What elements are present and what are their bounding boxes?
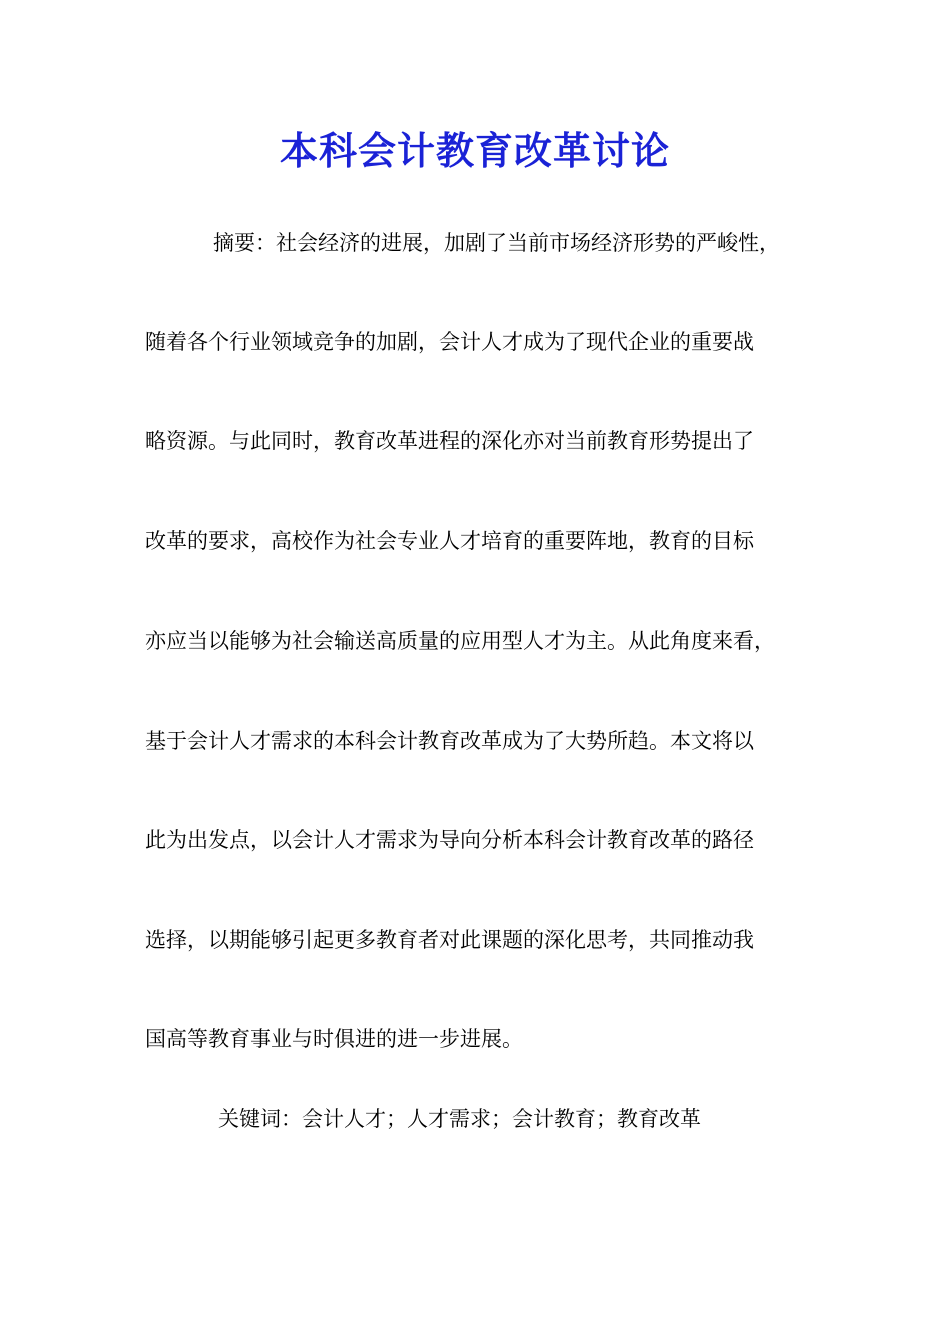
abstract-line: 国高等教育事业与时俱进的进一步进展。 <box>145 1027 523 1051</box>
abstract-line: 基于会计人才需求的本科会计教育改革成为了大势所趋。本文将以 <box>145 729 754 753</box>
abstract-line: 亦应当以能够为社会输送高质量的应用型人才为主。从此角度来看， <box>145 629 775 653</box>
document-title: 本科会计教育改革讨论 <box>279 128 670 173</box>
abstract-line: 改革的要求，高校作为社会专业人才培育的重要阵地，教育的目标 <box>145 529 754 553</box>
abstract-line: 随着各个行业领域竞争的加剧，会计人才成为了现代企业的重要战 <box>145 330 754 354</box>
abstract-line: 此为出发点，以会计人才需求为导向分析本科会计教育改革的路径 <box>145 828 754 852</box>
abstract-line: 选择，以期能够引起更多教育者对此课题的深化思考，共同推动我 <box>145 928 754 952</box>
abstract-line: 略资源。与此同时，教育改革进程的深化亦对当前教育形势提出了 <box>145 429 754 453</box>
abstract-line: 摘要：社会经济的进展，加剧了当前市场经济形势的严峻性， <box>213 231 780 255</box>
keywords: 关键词：会计人才；人才需求；会计教育；教育改革 <box>218 1107 701 1131</box>
